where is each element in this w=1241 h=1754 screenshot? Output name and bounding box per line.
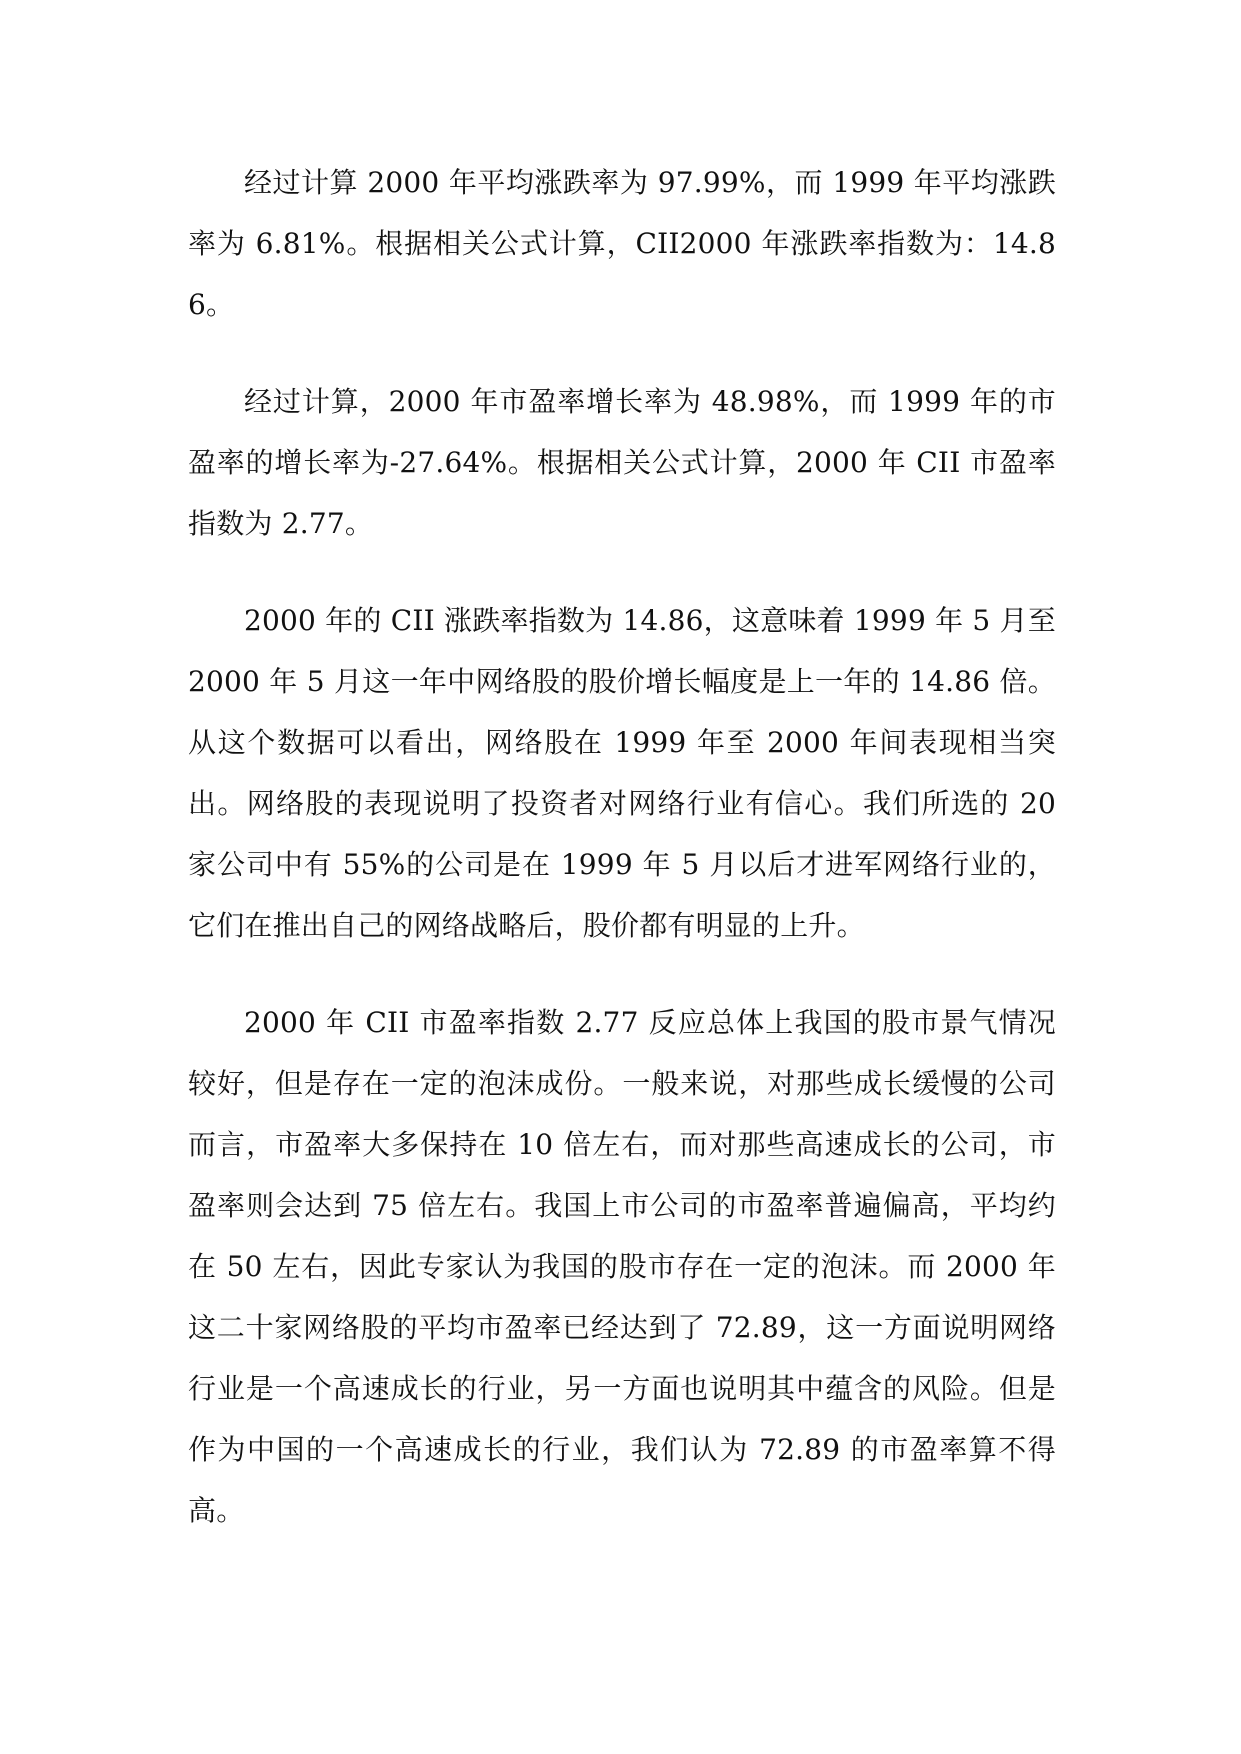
paragraph-cii-change-index-analysis: 2000 年的 CII 涨跌率指数为 14.86，这意味着 1999 年 5 月至 2000 年 5 月这一年中网络股的股价增长幅度是上一年的 14.86 倍。从这个数据可以看出，网络股在 1999 年至 2000 年间表现相当突出。网络股的表现说明了投资者对网络行业有信心。我们所选的 20 家公司中有 55%的公司是在 1999 年 5 月以后才进军网络行业的，它们在推出自己的网络战略后，股价都有明显的上升。 — [188, 604, 1056, 942]
document-page — [188, 152, 1056, 1577]
paragraph-cii-pe-index-analysis: 2000 年 CII 市盈率指数 2.77 反应总体上我国的股市景气情况较好，但是存在一定的泡沫成份。一般来说，对那些成长缓慢的公司而言，市盈率大多保持在 10 倍左右，而对那些高速成长的公司，市盈率则会达到 75 倍左右。我国上市公司的市盈率普遍偏高，平均约在 50 左右，因此专家认为我国的股市存在一定的泡沫。而 2000 年这二十家网络股的平均市盈率已经达到了 72.89，这一方面说明网络行业是一个高速成长的行业，另一方面也说明其中蕴含的风险。但是作为中国的一个高速成长的行业，我们认为 72.89 的市盈率算不得高。 — [188, 1006, 1056, 1527]
paragraph-pe-growth-rate: 经过计算，2000 年市盈率增长率为 48.98%，而 1999 年的市盈率的增长率为-27.64%。根据相关公式计算，2000 年 CII 市盈率指数为 2.77。 — [188, 385, 1056, 540]
paragraph-avg-change-rate: 经过计算 2000 年平均涨跌率为 97.99%，而 1999 年平均涨跌率为 6.81%。根据相关公式计算，CII2000 年涨跌率指数为：14.86。 — [188, 166, 1056, 321]
